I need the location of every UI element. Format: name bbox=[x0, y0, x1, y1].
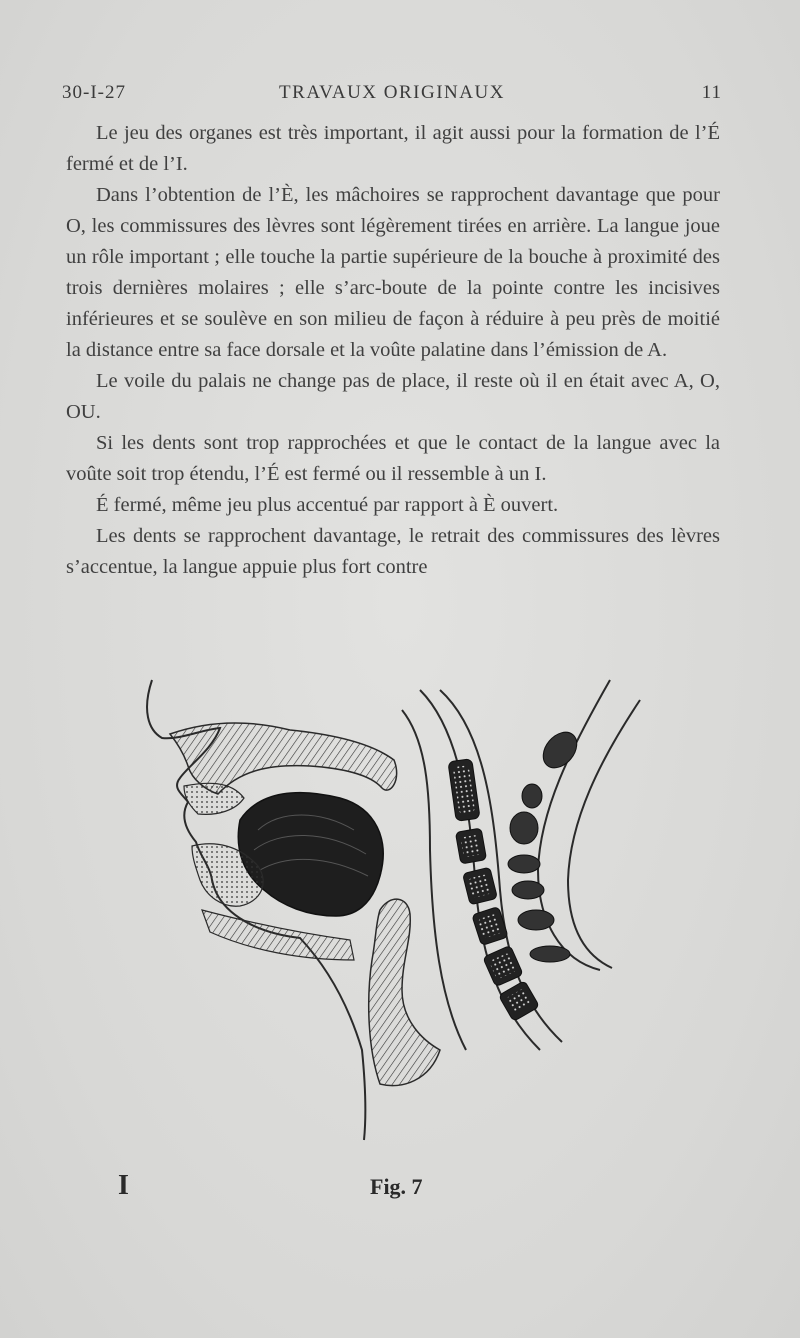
paragraph: Le voile du palais ne change pas de place, il reste où il en était avec A, O, OU. bbox=[66, 370, 720, 423]
paragraph: Dans l’obtention de l’È, les mâchoires se rapprochent davantage que pour O, les commissures des lèvres sont légèrement tirées en arrière. La langue joue un rôle important ; elle touche la partie supérieure de la bouche à proximité des trois dernières molaires ; elle s’arc-boute de la pointe contre les incisives inférieures et se soulève en son milieu de façon à réduire à peu près de moitié la distance entre sa face dorsale et la voûte palatine dans l’émission de A. bbox=[66, 184, 720, 361]
figure-letter: I bbox=[118, 1170, 129, 1201]
paragraph: É fermé, même jeu plus accentué par rapport à È ouvert. bbox=[96, 494, 559, 516]
header-title: TRAVAUX ORIGINAUX bbox=[279, 82, 505, 103]
paragraph: Le jeu des organes est très important, il agit aussi pour la formation de l’É fermé et de l’I. bbox=[66, 122, 720, 175]
anatomical-illustration bbox=[140, 670, 660, 1150]
figure-caption: Fig. 7 bbox=[370, 1174, 423, 1199]
running-head bbox=[62, 82, 722, 112]
body-text bbox=[66, 118, 720, 583]
paragraph: Les dents se rapprochent davantage, le retrait des commissures des lèvres s’accentue, la langue appuie plus fort contre bbox=[66, 525, 720, 578]
paragraph: Si les dents sont trop rapprochées et que le contact de la langue avec la voûte soit trop étendu, l’É est fermé ou il ressemble à un I. bbox=[66, 432, 720, 485]
header-date: 30-I-27 bbox=[62, 82, 126, 103]
page-number: 11 bbox=[701, 82, 722, 103]
